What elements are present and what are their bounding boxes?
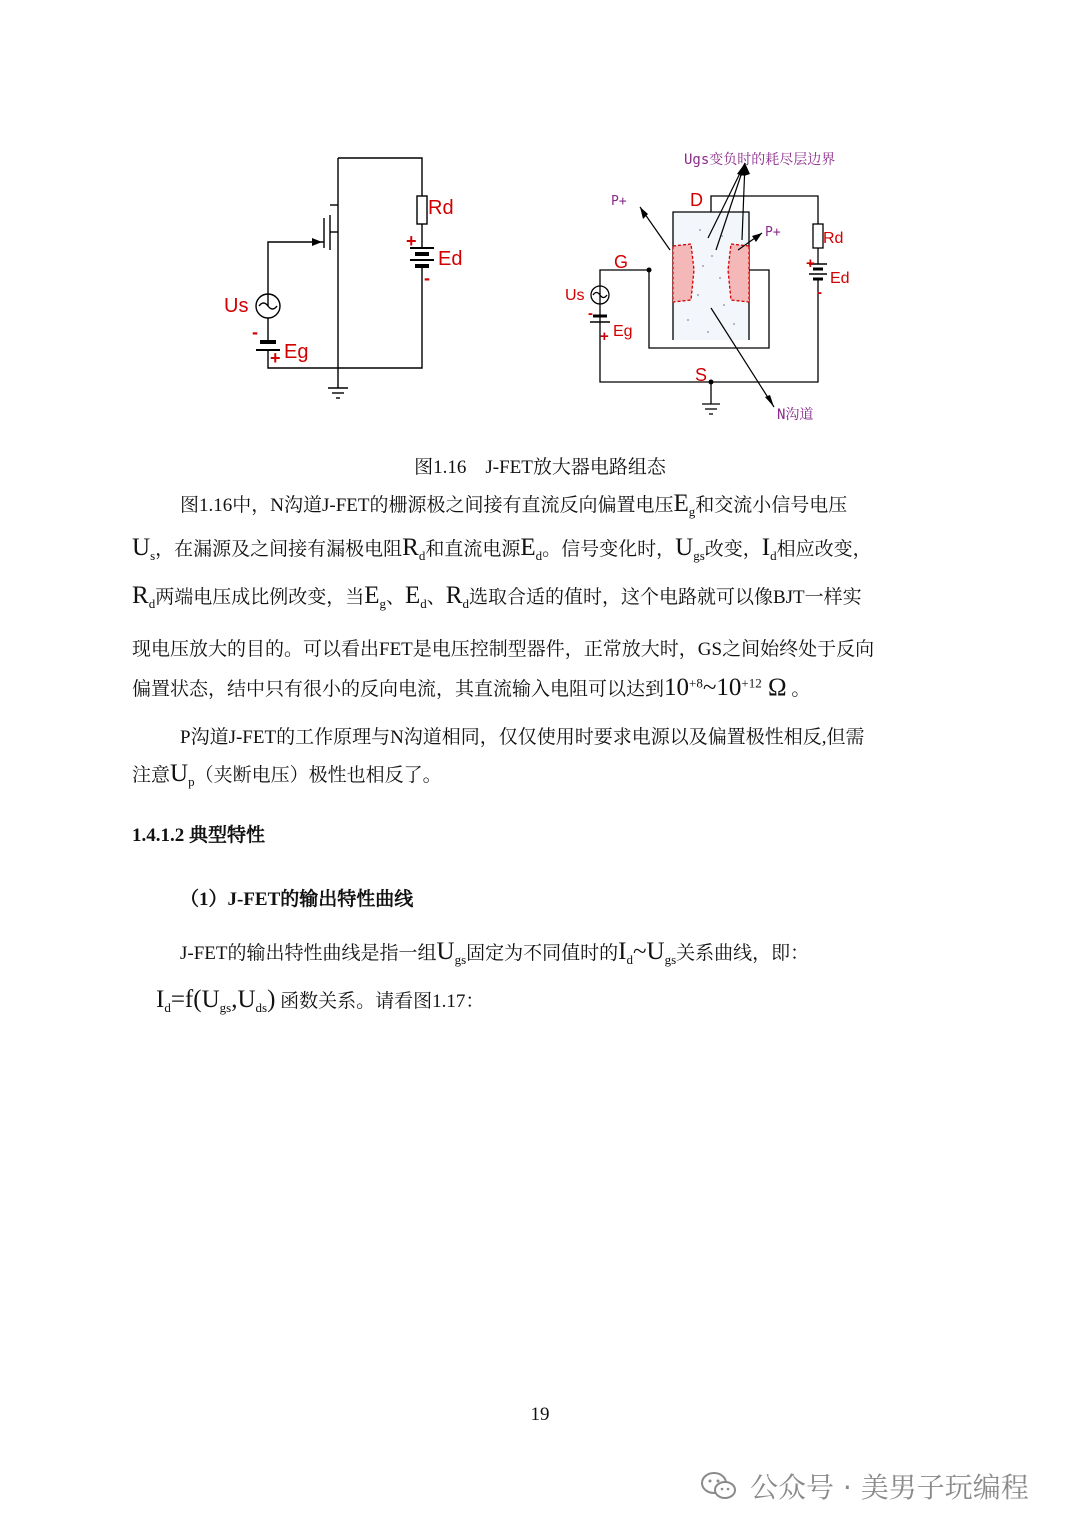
drain-label: D (690, 190, 703, 210)
gate-label: G (614, 252, 629, 272)
p3-line-2: $I_d=f(U_{gs},U_{ds})$ 函数关系。请看图1.17： (156, 986, 485, 1015)
left-ed-plus: + (406, 231, 417, 251)
subsection-heading: （1）J-FET的输出特性曲线 (180, 889, 414, 910)
right-ed-plus: + (806, 255, 815, 272)
left-circuit (256, 158, 434, 398)
p-plus-left-label: P+ (611, 194, 627, 209)
right-eg-minus: - (588, 305, 593, 322)
left-us-label: Us (224, 295, 249, 317)
p2-line-2: 注意$U_p$（夹断电压）极性也相反了。 (132, 760, 442, 789)
p1-line-1: 图1.16中，N沟道J-FET的栅源极之间接有直流反向偏置电压$E_g$和交流小信号电压 (180, 490, 848, 519)
left-ed-label: Ed (438, 248, 463, 270)
rd-resistor (417, 196, 427, 224)
boundary-label: Ugs变负时的耗尽层边界 (684, 152, 836, 168)
section-heading: 1.4.1.2 典型特性 (132, 825, 266, 846)
circuit-figure (0, 0, 1080, 440)
left-rd-label: Rd (428, 197, 454, 219)
left-eg-label: Eg (284, 341, 309, 363)
p-plus-right-label: P+ (765, 225, 781, 240)
right-rd-label: Rd (823, 230, 844, 247)
watermark (700, 1466, 1029, 1506)
right-ed-label: Ed (830, 270, 850, 287)
figure-caption: 图1.16 J-FET放大器电路组态 (414, 457, 666, 478)
page-number: 19 (530, 1404, 550, 1425)
right-us-label: Us (565, 287, 585, 304)
paragraph-1 (132, 490, 950, 690)
right-eg-plus: + (600, 328, 609, 345)
p1-line-4: 现电压放大的目的。可以看出FET是电压控制型器件，正常放大时，GS之间始终处于反向 (132, 639, 875, 660)
watermark-text: 公众号 · 美男子玩编程 (750, 1471, 1029, 1504)
source-label: S (695, 365, 708, 385)
p3-line-1: J-FET的输出特性曲线是指一组$U_{gs}$固定为不同值时的$I_d\sim U_{gs}$关系曲线，即： (180, 938, 810, 967)
gate-arrow (312, 238, 322, 246)
n-channel-label: N沟道 (777, 407, 814, 423)
right-ed-minus: - (817, 284, 822, 301)
wechat-icon (700, 1471, 738, 1501)
p1-line-3: $R_d$两端电压成比例改变，当$E_g$、$E_d$、$R_d$选取合适的值时，这个电路就可以像BJT一样实 (132, 582, 862, 611)
p1-line-5: 偏置状态，结中只有很小的反向电流，其直流输入电阻可以达到$10^{+8}\sim 10^{+12}$ Ω 。 (132, 674, 811, 701)
right-eg-label: Eg (613, 323, 633, 340)
p1-line-2: $U_s$，在漏源及之间接有漏极电阻$R_d$和直流电源$E_d$。信号变化时，$U_{gs}$改变，$I_d$相应改变， (132, 534, 872, 563)
left-eg-plus: + (270, 348, 281, 368)
left-ed-minus: - (424, 268, 430, 288)
p2-line-1: P沟道J-FET的工作原理与N沟道相同，仅仅使用时要求电源以及偏置极性相反,但需 (180, 727, 865, 748)
left-eg-minus: - (252, 322, 258, 342)
